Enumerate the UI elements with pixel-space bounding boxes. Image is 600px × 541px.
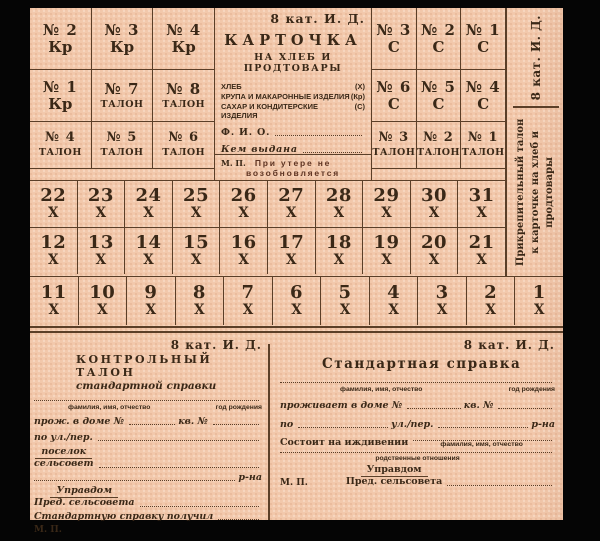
ration-card: [30, 8, 563, 535]
fill-in-line: [498, 408, 552, 409]
coupon-number: № 6: [168, 130, 200, 146]
day-number: 10: [89, 282, 116, 304]
day-number: 7: [241, 282, 255, 304]
coupon-cell: [460, 8, 505, 69]
dependent-line: [280, 437, 555, 448]
day-number: 13: [87, 232, 114, 254]
day-coupon-cell: [369, 277, 418, 325]
bread-mark: Х: [485, 302, 496, 319]
name-line: [34, 400, 262, 403]
bread-mark: Х: [381, 252, 392, 269]
day-coupon-cell: [466, 277, 515, 325]
day-number: 23: [87, 185, 114, 207]
coupon-row: [30, 8, 214, 69]
bread-mark: Х: [190, 252, 202, 269]
product-code: (Кр): [350, 91, 365, 101]
day-number: 30: [421, 185, 448, 207]
issued-by-label: Кем выдана: [221, 144, 298, 155]
fio-label: Ф. И. О.: [221, 127, 271, 138]
category-label: 8 кат. И. Д.: [270, 11, 365, 26]
day-coupon-cell: [30, 228, 77, 274]
product-row: [221, 82, 365, 92]
coupon-cell: [91, 122, 153, 168]
day-number: 16: [230, 232, 257, 254]
sidebar-line2: к карточке на хлеб и продтовары: [529, 130, 556, 254]
bread-mark: Х: [333, 205, 345, 222]
card-header: [214, 8, 372, 180]
certificate-stub: [270, 334, 563, 520]
manager-label: Управдом: [50, 486, 118, 498]
product-row: [221, 102, 365, 122]
settlement-label: поселок: [35, 447, 92, 459]
fill-in-line: [98, 440, 259, 441]
selsoviet-label: сельсовет: [34, 457, 94, 469]
day-coupon-cell: [175, 277, 224, 325]
name-hint: фамилия, имя, отчество: [440, 441, 523, 448]
day-row: [30, 227, 505, 274]
loss-warning: При утере не возобновляется: [215, 154, 371, 180]
apartment-label: кв. №: [178, 416, 208, 427]
street-line: [280, 419, 555, 430]
day-number: 21: [468, 232, 495, 254]
product-code: (С): [354, 101, 365, 111]
day-number: 9: [144, 282, 158, 304]
bread-mark: Х: [381, 205, 392, 222]
settlement-line: [34, 447, 262, 470]
coupon-cell: [416, 122, 461, 168]
product-name: ХЛЕБ: [221, 82, 242, 91]
bread-mark: Х: [48, 302, 60, 319]
day-number: 26: [230, 185, 257, 207]
sidebar-category-label: 8 кат. И. Д.: [529, 15, 543, 101]
bread-mark: Х: [333, 252, 345, 269]
day-number: 28: [325, 185, 352, 207]
fill-in-line: [34, 400, 259, 401]
day-number: 18: [325, 232, 352, 254]
residence-label: прож. в доме №: [34, 416, 125, 427]
product-row: [221, 92, 365, 102]
coupon-type: ТАЛОН: [38, 147, 82, 159]
chairman-label: Пред. сельсовета: [34, 496, 135, 508]
coupon-grid-left: [30, 8, 214, 169]
divider: [513, 106, 559, 108]
bread-mark: Х: [428, 252, 440, 269]
coupon-row: [372, 8, 505, 69]
chairman-label: Пред. сельсовета: [345, 475, 443, 487]
street-label: по ул./пер.: [34, 432, 93, 443]
bread-mark: Х: [238, 205, 249, 222]
coupon-number: № 5: [106, 130, 138, 146]
fill-in-line: [140, 506, 259, 507]
bread-mark: Х: [97, 302, 108, 319]
district-label: р-на: [531, 419, 555, 430]
coupon-cell: [152, 122, 214, 168]
day-coupon-cell: [126, 277, 175, 325]
fill-in-line: [218, 519, 259, 520]
coupon-type: ТАЛОН: [162, 147, 206, 159]
coupon-row: [372, 121, 505, 168]
residence-line: [280, 400, 555, 411]
sidebar-rotated-text: [511, 13, 561, 271]
coupon-type: ТАЛОН: [417, 147, 460, 159]
card-subtitle: НА ХЛЕБ И ПРОДТОВАРЫ: [243, 52, 343, 74]
coupon-number: № 2: [423, 130, 454, 146]
bread-mark: Х: [436, 302, 448, 319]
coupon-type: С: [432, 94, 445, 113]
day-coupon-cell: [219, 228, 267, 274]
residence-label: проживает в доме №: [280, 400, 403, 411]
po-label: по: [280, 419, 294, 430]
day-coupon-cell: [172, 181, 220, 227]
manager-label: Управдом: [361, 465, 428, 477]
sidebar-line1: Прикрепительный талон: [515, 118, 527, 267]
bread-mark: Х: [388, 302, 399, 319]
bread-mark: Х: [242, 302, 254, 319]
coupon-number: № 3: [376, 20, 412, 39]
received-label: Стандартную справку получил: [34, 510, 214, 522]
coupon-row: [30, 121, 214, 168]
certificate-title: Стандартная справка: [322, 356, 522, 372]
coupon-cell: [372, 70, 416, 121]
bread-mark: Х: [476, 205, 487, 222]
day-row: [30, 181, 505, 227]
dependent-label: Состоит на иждивении: [280, 437, 409, 448]
coupon-cell: [91, 70, 153, 121]
coupon-cell: [372, 8, 416, 69]
product-code: (Х): [355, 82, 365, 91]
day-coupon-cell: [320, 277, 369, 325]
day-coupon-cell: [124, 228, 172, 274]
street-line: [34, 432, 262, 443]
coupon-number: № 2: [42, 20, 78, 39]
product-name: САХАР И КОНДИТЕРСКИЕ ИЗДЕЛИЯ: [221, 101, 318, 121]
bread-mark: Х: [143, 205, 154, 222]
day-number: 5: [338, 282, 352, 304]
coupon-number: № 4: [465, 77, 501, 96]
coupon-number: № 4: [166, 20, 202, 39]
day-number: 2: [484, 282, 498, 304]
bread-mark: Х: [476, 252, 487, 269]
coupon-cell: [416, 70, 461, 121]
coupon-row: [372, 69, 505, 121]
day-coupon-cell: [315, 181, 363, 227]
fill-in-line: [213, 424, 259, 425]
coupon-cell: [372, 122, 416, 168]
coupon-number: № 1: [465, 20, 501, 39]
day-number: 14: [135, 232, 162, 254]
fio-line: [221, 127, 365, 138]
day-number: 20: [421, 232, 448, 254]
bread-mark: Х: [339, 302, 351, 319]
coupon-row: [30, 69, 214, 121]
bread-mark: Х: [194, 302, 205, 319]
bread-mark: Х: [428, 205, 440, 222]
dependent-fill: [408, 440, 555, 448]
fill-in-line: [275, 135, 362, 136]
coupon-cell: [152, 70, 214, 121]
signature-line: [34, 486, 262, 509]
coupon-type: С: [387, 94, 400, 113]
day-coupon-cell: [410, 228, 458, 274]
sidebar-phrase: [511, 114, 561, 271]
day-number: 3: [435, 282, 449, 304]
control-stub-title: КОНТРОЛЬНЫЙ ТАЛОН: [76, 353, 213, 379]
day-number: 17: [278, 232, 305, 254]
fill-in-line: [407, 408, 461, 409]
day-coupon-cell: [77, 181, 125, 227]
day-coupon-cell: [219, 181, 267, 227]
bread-mark: Х: [534, 302, 545, 319]
district-label: р-на: [238, 471, 262, 483]
day-coupon-cell: [272, 277, 321, 325]
day-number: 4: [387, 282, 401, 304]
seal-label: М. П.: [280, 477, 308, 488]
product-list: [221, 82, 365, 121]
name-hint: фамилия, имя, отчество: [340, 386, 423, 393]
day-grid-lower: [30, 276, 563, 325]
day-coupon-cell: [362, 228, 410, 274]
coupon-number: № 8: [166, 79, 202, 98]
bread-mark: Х: [286, 252, 297, 269]
day-coupon-cell: [77, 228, 125, 274]
coupon-cell: [30, 8, 91, 69]
coupon-number: № 3: [378, 130, 410, 146]
street-label: ул./пер.: [391, 419, 434, 430]
day-number: 31: [468, 185, 495, 207]
apartment-label: кв. №: [463, 400, 494, 411]
hints-row: [280, 386, 555, 393]
day-grid-upper: [30, 180, 505, 274]
control-stub: [30, 334, 268, 535]
coupon-cell: [416, 8, 461, 69]
product-name: КРУПА И МАКАРОННЫЕ ИЗДЕЛИЯ: [221, 91, 350, 101]
birth-hint: год рождения: [215, 404, 262, 411]
day-coupon-cell: [30, 277, 78, 325]
signature-line: [280, 465, 555, 488]
attachment-coupon-sidebar: [505, 8, 565, 276]
day-coupon-cell: [315, 228, 363, 274]
birth-hint: год рождения: [508, 386, 555, 393]
double-rule: [30, 326, 563, 333]
coupon-type: ТАЛОН: [372, 147, 416, 159]
day-coupon-cell: [30, 181, 77, 227]
district-line: [34, 472, 262, 483]
day-coupon-cell: [267, 228, 315, 274]
coupon-number: № 7: [104, 79, 140, 98]
coupon-type: С: [477, 94, 490, 113]
day-number: 11: [40, 282, 67, 304]
bread-mark: Х: [48, 205, 59, 222]
day-coupon-cell: [457, 228, 505, 274]
day-coupon-cell: [78, 277, 127, 325]
coupon-grid-right: [372, 8, 505, 169]
name-hint: фамилия, имя, отчество: [68, 404, 151, 411]
day-number: 27: [278, 185, 305, 207]
name-line: [280, 382, 555, 385]
day-coupon-cell: [267, 181, 315, 227]
coupon-number: № 1: [467, 130, 499, 146]
bread-mark: Х: [238, 252, 249, 269]
bread-mark: Х: [48, 252, 59, 269]
bread-mark: Х: [95, 205, 107, 222]
day-number: 15: [183, 232, 210, 254]
control-stub-subtitle: стандартной справки: [76, 380, 217, 392]
coupon-type: ТАЛОН: [100, 147, 144, 159]
coupon-number: № 2: [421, 20, 456, 39]
bottom-stubs: [30, 334, 563, 535]
day-coupon-cell: [172, 228, 220, 274]
coupon-number: № 1: [42, 77, 78, 96]
day-coupon-cell: [124, 181, 172, 227]
day-coupon-cell: [410, 181, 458, 227]
manager-chairman-fraction: [346, 465, 442, 488]
bread-mark: Х: [286, 205, 297, 222]
day-number: 24: [135, 185, 162, 207]
coupon-type: ТАЛОН: [100, 98, 144, 110]
fill-in-line: [99, 467, 259, 468]
coupon-type: Кр: [109, 37, 135, 56]
manager-chairman-fraction: [34, 486, 135, 509]
received-line: [34, 511, 262, 522]
coupon-type: Кр: [171, 37, 196, 56]
bread-mark: Х: [95, 252, 107, 269]
fill-in-line: [438, 427, 528, 428]
coupon-type: Кр: [48, 37, 73, 56]
day-number: 12: [40, 232, 67, 254]
coupon-cell: [30, 70, 91, 121]
day-number: 22: [40, 185, 67, 207]
coupon-type: С: [432, 37, 445, 56]
coupon-cell: [152, 8, 214, 69]
card-title: КАРТОЧКА: [224, 32, 362, 49]
day-coupon-cell: [223, 277, 272, 325]
day-coupon-cell: [514, 277, 563, 325]
coupon-cell: [460, 70, 505, 121]
day-number: 29: [373, 185, 400, 207]
relation-hint: родственные отношения: [375, 455, 460, 462]
day-number: 19: [373, 232, 400, 254]
coupon-number: № 4: [44, 130, 76, 146]
coupon-cell: [91, 8, 153, 69]
day-coupon-cell: [362, 181, 410, 227]
fill-in-line: [280, 382, 552, 383]
day-number: 6: [289, 282, 304, 304]
fill-in-line: [447, 485, 552, 486]
seal-label: М. П.: [34, 524, 62, 535]
day-coupon-cell: [457, 181, 505, 227]
coupon-type: Кр: [48, 94, 73, 113]
coupon-type: С: [387, 37, 400, 56]
coupon-number: № 5: [421, 77, 456, 96]
day-number: 1: [532, 282, 546, 304]
bread-mark: Х: [143, 252, 154, 269]
seal-label: М. П.: [221, 158, 246, 168]
coupon-number: № 6: [376, 77, 412, 96]
residence-line: [34, 416, 262, 427]
coupon-number: № 3: [104, 20, 140, 39]
day-coupon-cell: [417, 277, 466, 325]
coupon-cell: [30, 122, 91, 168]
coupon-type: ТАЛОН: [162, 98, 206, 110]
fill-in-line: [280, 452, 552, 453]
hints-row: [34, 404, 262, 411]
bread-mark: Х: [190, 205, 202, 222]
day-number: 25: [183, 185, 210, 207]
coupon-type: ТАЛОН: [461, 147, 505, 159]
coupon-cell: [460, 122, 505, 168]
category-label: 8 кат. И. Д.: [463, 338, 555, 352]
category-label: 8 кат. И. Д.: [170, 338, 262, 352]
bread-mark: Х: [145, 302, 157, 319]
fill-in-line: [129, 424, 175, 425]
day-number: 8: [192, 282, 206, 304]
bread-mark: Х: [291, 302, 302, 319]
fill-in-line: [34, 480, 235, 481]
coupon-type: С: [477, 37, 490, 56]
fill-in-line: [298, 427, 388, 428]
fill-in-line: [303, 152, 362, 153]
settlement-selsoviet-fraction: [34, 447, 94, 470]
